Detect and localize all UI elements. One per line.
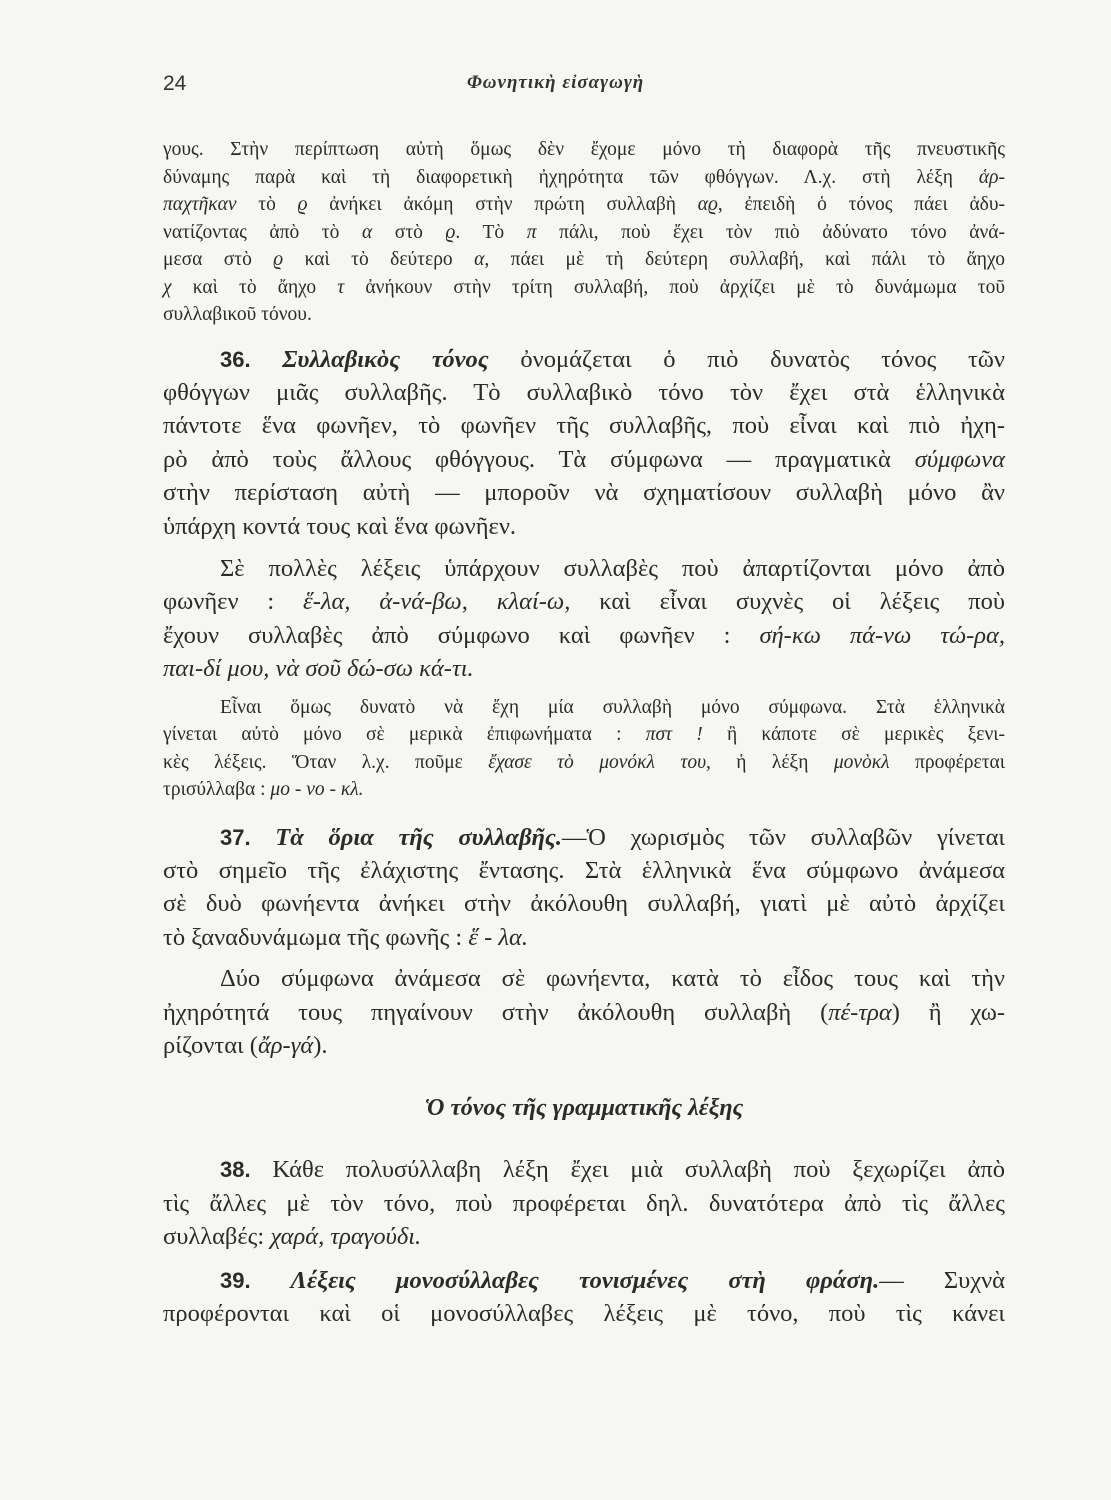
text-run: . Τὸ xyxy=(455,221,527,243)
italic-example: π xyxy=(526,221,537,243)
text-run: Εἶναι ὅμως δυνατὸ νὰ ἔχη μία συλλαβὴ μόνο σύμφωνα. Στὰ ἑλληνικὰ xyxy=(220,696,1005,718)
text-line xyxy=(163,164,1005,192)
text-run: νατίζοντας ἀπὸ τὸ xyxy=(163,221,362,243)
text-run: Δύο σύμφωνα ἀνάμεσα σὲ φωνήεντα, κατὰ τὸ εἶδος τους καὶ τὴν xyxy=(220,965,1005,993)
text-run: φωνῆεν : xyxy=(163,588,304,616)
text-run: προφέρεται xyxy=(889,751,1006,773)
text-run: —Ὁ χωρισμὸς τῶν συλλαβῶν γίνεται xyxy=(561,823,1005,851)
italic-example: παι-δί μου, νὰ σοῦ δώ-σω κά-τι. xyxy=(163,655,474,683)
text-run: πάντοτε ἕνα φωνῆεν, τὸ φωνῆεν τῆς συλλαβῆς, ποὺ εἶναι καὶ πιὸ ἠχη- xyxy=(163,412,1005,440)
text-run: τρισύλλαβα : xyxy=(163,779,271,801)
italic-example: ϱ xyxy=(297,194,308,215)
text-run: ἀνήκουν στὴν τρίτη συλλαβή, ποὺ ἀρχίζει μὲ τὸ δυνάμωμα τοῦ xyxy=(344,276,1005,298)
text-run: μεσα στὸ xyxy=(163,249,274,270)
italic-example: χαρά, τραγούδι. xyxy=(270,1223,422,1251)
italic-example: μο - νο - κλ. xyxy=(270,779,364,801)
text-run: κὲς λέξεις. Ὅταν λ.χ. ποῦμε xyxy=(163,751,489,773)
text-run: τὸ xyxy=(236,194,298,215)
text-run: καὶ τὸ δεύτερο xyxy=(283,249,475,270)
section-heading: Ὁ τόνος τῆς γραμματικῆς λέξης xyxy=(424,1095,744,1122)
italic-example: πέ-τρα xyxy=(828,998,892,1026)
text-line xyxy=(163,652,1005,685)
section-number: 37. xyxy=(220,824,276,850)
text-line xyxy=(163,921,1005,954)
term-heading: Λέξεις μονοσύλλαβες τονισμένες στὴ φράση. xyxy=(290,1266,880,1294)
italic-example: σή-κω πά-νω τώ-ρα, xyxy=(759,621,1005,649)
text-run: στὸ xyxy=(372,221,446,243)
paragraph-37 xyxy=(163,821,1005,955)
text-run: ρὸ ἀπὸ τοὺς ἄλλους φθόγγους. Τὰ σύμφωνα — πραγματικὰ xyxy=(163,445,915,473)
text-line xyxy=(163,1220,1005,1253)
text-run: στὴν περίσταση αὐτὴ — μποροῦν νὰ σχηματίσουν συλλαβὴ μόνο ἂν xyxy=(163,479,1005,507)
text-run: γους. Στὴν περίπτωση αὐτὴ ὅμως δὲν ἔχομε μόνο τὴ διαφορὰ τῆς πνευστικῆς xyxy=(163,139,1005,160)
text-line xyxy=(163,749,1005,777)
text-run: ) ἢ χω- xyxy=(891,998,1005,1026)
text-run: ἠχηρότητά τους πηγαίνουν στὴν ἀκόλουθη συλλαβὴ ( xyxy=(163,998,829,1026)
italic-example: ἕ - λα. xyxy=(468,923,529,951)
text-line xyxy=(163,821,1005,854)
italic-example: αϱ xyxy=(697,194,718,215)
text-line xyxy=(163,376,1005,409)
text-run: δύναμης παρὰ καὶ τὴ διαφορετικὴ ἠχηρότητα τῶν φθόγγων. Λ.χ. στὴ λέξη xyxy=(163,166,979,188)
italic-example: μονὸκλ xyxy=(833,751,890,773)
text-line xyxy=(163,552,1005,585)
text-run: — Συχνὰ xyxy=(879,1266,1006,1294)
text-line xyxy=(163,191,1005,219)
italic-example: χ xyxy=(163,276,172,298)
italic-example: ϱ xyxy=(445,221,456,243)
text-line xyxy=(163,619,1005,652)
text-run: ρίζονται ( xyxy=(163,1032,258,1059)
italic-example: πστ ! xyxy=(645,724,703,746)
text-run: ). xyxy=(313,1032,328,1059)
text-run: συλλαβικοῦ τόνου. xyxy=(163,304,312,325)
text-run: πάλι, ποὺ ἔχει τὸν πιὸ ἀδύνατο τόνο ἀνά- xyxy=(536,221,1005,243)
text-line xyxy=(163,996,1005,1029)
page-number: 24 xyxy=(163,72,187,95)
text-line xyxy=(163,721,1005,749)
text-line xyxy=(163,301,1005,329)
page-body xyxy=(163,136,1005,1330)
paragraph-36 xyxy=(163,343,1005,543)
text-line xyxy=(163,1264,1005,1297)
paragraph-38 xyxy=(163,1153,1005,1253)
text-run: γίνεται αὐτὸ μόνο σὲ μερικὰ ἐπιφωνήματα : xyxy=(163,724,646,746)
text-line xyxy=(163,1187,1005,1220)
text-line xyxy=(163,585,1005,618)
text-line xyxy=(163,854,1005,887)
text-line xyxy=(163,887,1005,920)
text-line xyxy=(163,274,1005,302)
text-line xyxy=(163,136,1005,164)
section-number: 36. xyxy=(220,346,283,372)
text-line xyxy=(163,1297,1005,1330)
text-run: καὶ τὸ ἄηχο xyxy=(171,276,338,298)
paragraph-39 xyxy=(163,1264,1005,1331)
text-line xyxy=(163,409,1005,442)
italic-example: ἔχασε τὸ μονόκλ του, xyxy=(488,751,711,773)
text-run: στὸ σημεῖο τῆς ἐλάχιστης ἔντασης. Στὰ ἑλληνικὰ ἕνα σύμφωνο ἀνάμεσα xyxy=(163,856,1005,884)
paragraph-syllables xyxy=(163,552,1005,686)
text-line xyxy=(163,1029,1005,1062)
section-number: 38. xyxy=(220,1157,273,1183)
section-number: 39. xyxy=(220,1267,291,1293)
text-run: ὑπάρχη κοντά τους καὶ ἕνα φωνῆεν. xyxy=(163,512,517,540)
text-line xyxy=(163,476,1005,509)
paragraph-consonants xyxy=(163,962,1005,1062)
text-run: , ἐπειδὴ ὁ τόνος πάει ἀδυ- xyxy=(717,194,1006,215)
italic-example: α xyxy=(474,249,485,270)
text-run: συλλαβές: xyxy=(163,1223,271,1251)
italic-example: α xyxy=(361,221,373,243)
text-line xyxy=(163,443,1005,476)
italic-example: τ xyxy=(337,276,345,298)
text-line xyxy=(163,1153,1005,1186)
italic-example: ἁρ- xyxy=(978,166,1005,188)
text-line xyxy=(163,962,1005,995)
text-line xyxy=(163,510,1005,543)
term-heading: Τὰ ὅρια τῆς συλλαβῆς. xyxy=(275,823,562,851)
text-run: φθόγγων μιᾶς συλλαβῆς. Τὸ συλλαβικὸ τόνο τὸν ἔχει στὰ ἑλληνικὰ xyxy=(163,378,1005,406)
text-run: ἔχουν συλλαβὲς ἀπὸ σύμφωνο καὶ φωνῆεν : xyxy=(163,621,760,649)
italic-example: ἕ-λα, ἀ-νά-βω, κλαί-ω, xyxy=(303,588,571,616)
term-heading: Συλλαβικὸς τόνος xyxy=(282,345,489,373)
running-title: Φωνητικὴ εἰσαγωγὴ xyxy=(466,72,645,93)
paragraph-continuation xyxy=(163,136,1005,329)
text-line xyxy=(163,343,1005,376)
text-line xyxy=(163,776,1005,804)
text-run: ὀνομάζεται ὁ πιὸ δυνατὸς τόνος τῶν xyxy=(488,345,1005,373)
text-line xyxy=(163,219,1005,247)
text-run: τὶς ἄλλες μὲ τὸν τόνο, ποὺ προφέρεται δηλ. δυνατότερα ἀπὸ τὶς ἄλλες xyxy=(163,1189,1005,1217)
paragraph-note xyxy=(163,694,1005,804)
text-run: καὶ εἶναι συχνὲς οἱ λέξεις ποὺ xyxy=(570,588,1005,616)
text-run: Σὲ πολλὲς λέξεις ὑπάρχουν συλλαβὲς ποὺ ἀπαρτίζονται μόνο ἀπὸ xyxy=(220,554,1005,582)
text-line xyxy=(163,246,1005,274)
italic-example: ἄρ-γά xyxy=(257,1032,314,1059)
text-run: ἀνήκει ἀκόμη στὴν πρώτη συλλαβὴ xyxy=(307,194,698,215)
italic-example: παχτῆκαν xyxy=(163,194,237,215)
italic-example: ϱ xyxy=(273,249,284,270)
text-run: τὸ ξαναδυνάμωμα τῆς φωνῆς : xyxy=(163,923,469,951)
text-run: , πάει μὲ τὴ δεύτερη συλλαβή, καὶ πάλι τὸ ἄηχο xyxy=(484,249,1005,270)
text-run: ἢ κάποτε σὲ μερικὲς ξενι- xyxy=(702,724,1006,746)
italic-example: σύμφωνα xyxy=(914,445,1005,473)
text-line xyxy=(163,694,1005,722)
text-run: ἡ λέξη xyxy=(710,751,834,773)
text-run: σὲ δυὸ φωνήεντα ἀνήκει στὴν ἀκόλουθη συλλαβή, γιατὶ μὲ αὐτὸ ἀρχίζει xyxy=(163,890,1005,918)
text-run: Κάθε πολυσύλλαβη λέξη ἔχει μιὰ συλλαβὴ ποὺ ξεχωρίζει ἀπὸ xyxy=(272,1156,1005,1184)
text-run: προφέρονται καὶ οἱ μονοσύλλαβες λέξεις μὲ τόνο, ποὺ τὶς κάνει xyxy=(163,1300,1005,1328)
